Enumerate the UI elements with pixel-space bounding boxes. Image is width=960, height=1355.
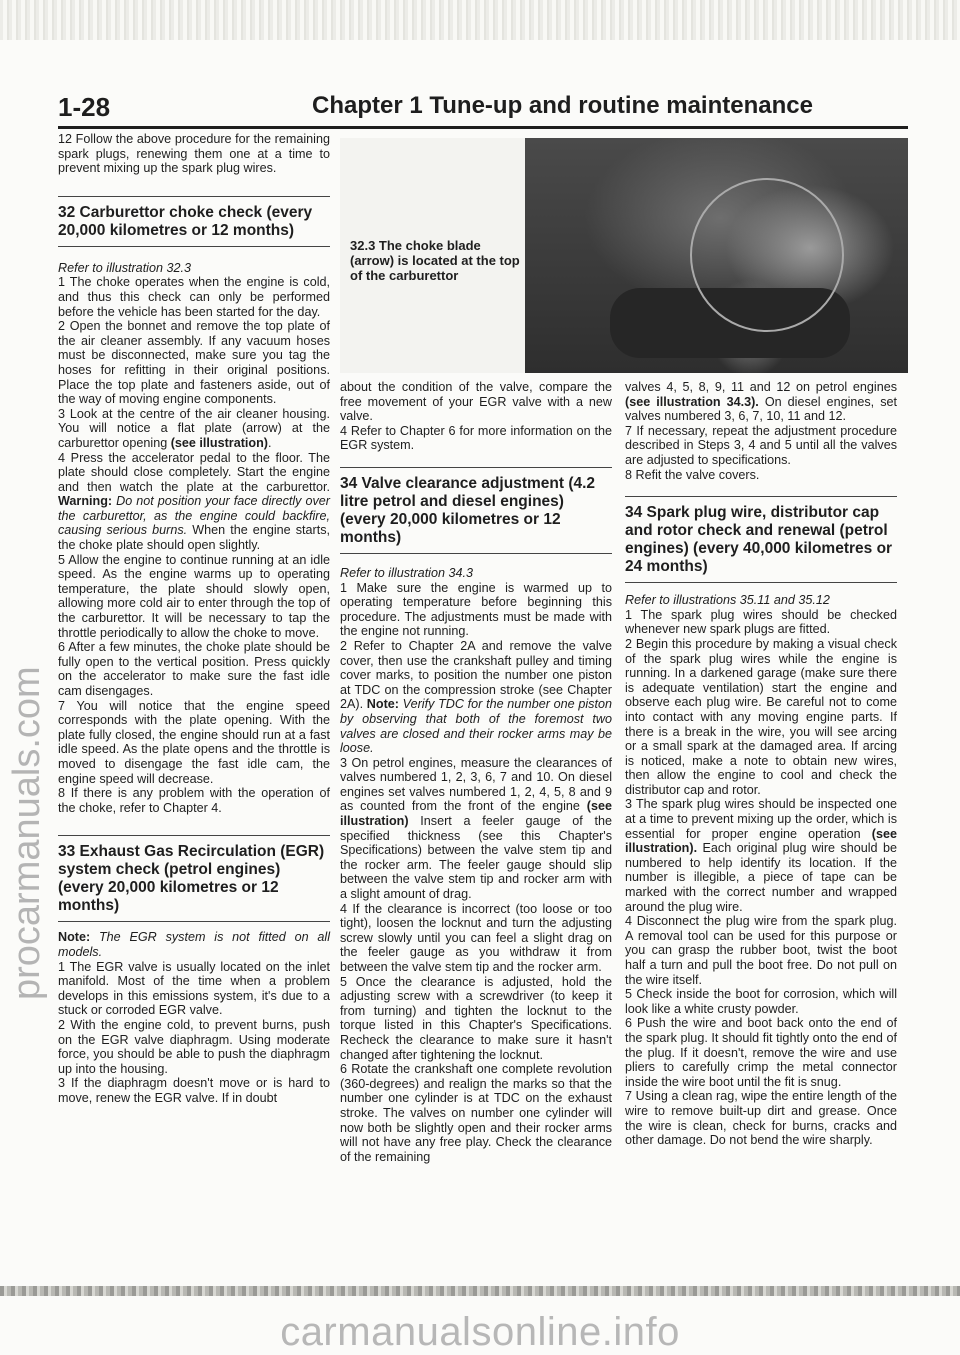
photo-caption: 32.3 The choke blade (arrow) is located at the top of the carburettor: [350, 238, 520, 283]
paragraph: 5 Allow the engine to continue running at an idle speed. As the engine warms up to operating temperature, the plate should slowly open, allowing more cold air to enter through the top of the carburettor. It will be necessary to tap the throttle periodically to allow the choke to move.: [58, 552, 330, 640]
paragraph: [625, 797, 897, 914]
paragraph: [625, 380, 897, 424]
paragraph: 7 You will notice that the engine speed corresponds with the plate opening. With the plate fully closed, the engine should run at a fast idle speed. As the plate opens and the throttle is moved to disengage the fast idle cam, the engine speed will decrease.: [58, 698, 330, 786]
scan-texture-top: [0, 0, 960, 40]
text: Each original plug wire should be numbered to help identify its location. If the number is illegible, a piece of tape can be marked with the correct number and wrapped around the plug wire.: [625, 841, 897, 914]
paragraph: about the condition of the valve, compare the free movement of your EGR valve with a new valve.: [340, 380, 612, 424]
paragraph: 5 Check inside the boot for corrosion, which will look like a white crusty powder.: [625, 987, 897, 1016]
text: 3 Look at the centre of the air cleaner housing. You will notice a flat plate (arrow) at the carburettor opening: [58, 406, 330, 450]
section-rule: [625, 496, 897, 497]
page-number: 1-28: [58, 92, 111, 122]
text: 3 The spark plug wires should be inspected one at a time to prevent mixing up the order, which is essential for proper engine operation: [625, 797, 897, 841]
section-rule: [340, 553, 612, 554]
bold-text: (see illustration): [170, 435, 268, 450]
paragraph: 1 The EGR valve is usually located on the inlet manifold. Most of the time when a problem develops in this emissions system, it's due to a stuck or corroded EGR valve.: [58, 959, 330, 1018]
section-rule: [58, 196, 330, 197]
italic-text: The EGR system is not fitted on all models.: [58, 930, 330, 959]
paragraph: 8 Refit the valve covers.: [625, 467, 760, 482]
paragraph: [340, 756, 612, 902]
italic-text: Verify TDC for the number one piston by observing that both of the foremost two valves are closed and their rocker arms may be loose.: [340, 697, 612, 756]
section-rule: [58, 921, 330, 922]
watermark-text: procarmanuals.com: [6, 666, 48, 1000]
column-3: [625, 380, 897, 1148]
note-label: Note:: [366, 697, 399, 712]
column-2: [340, 380, 612, 1164]
paragraph: [58, 930, 330, 959]
paragraph: 7 If necessary, repeat the adjustment procedure described in Steps 3, 4 and 5 until all the valves are adjusted to specifications.: [625, 423, 897, 467]
paragraph: 5 Once the clearance is adjusted, hold the adjusting screw with a screwdriver (to keep it from turning) and tighten the locknut to the torque listed in this Chapter's Specifications. Recheck the clearance to make sure it hasn't changed after tightening the locknut.: [340, 974, 612, 1062]
text: Insert a feeler gauge of the specified thickness (see this Chapter's Specifications) between the valve stem tip and the rocker arm. The feeler gauge should slip between the valve stem tip and rocker arm with a slight amount of drag.: [340, 814, 612, 902]
paragraph: 7 Using a clean rag, wipe the entire length of the wire to remove built-up dirt and grease. Once the wire is clean, check for burns, cracks and other damage. Do not bend the wire sharply.: [625, 1089, 897, 1148]
carburettor-photo: [340, 138, 908, 373]
paragraph: 2 Open the bonnet and remove the top plate of the air cleaner assembly. If any vacuum hoses must be disconnected, make sure you tag the hoses for refitting in their original positions. Place the top plate and fasteners aside, out of the way of moving engine components.: [58, 319, 330, 407]
paragraph: 2 With the engine cold, to prevent burns, push on the EGR valve diaphragm. Using moderate force, you should be able to push the diaphragm up into the housing.: [58, 1017, 330, 1076]
paragraph: 3 Look at the centre of the air cleaner housing. You will notice a flat plate (arrow) at the carburettor opening (see illustration).: [58, 406, 330, 450]
paragraph: 8 If there is any problem with the operation of the choke, refer to Chapter 4.: [58, 786, 330, 815]
italic-text: Do not position your face directly over the carburettor, as the engine could backfire, causing serious burns.: [58, 494, 330, 538]
section-rule: [58, 246, 330, 247]
section-35-title: 34 Spark plug wire, distributor cap and rotor check and renewal (petrol engines) (every 40,000 kilometres or 24 months): [625, 504, 893, 576]
text: 3 On petrol engines, measure the clearances of valves numbered 1, 2, 3, 6, 7 and 10. On diesel engines set valves numbered 1, 2, 4, 5, 8 and 9 as counted from the front of the engine: [340, 755, 612, 814]
note-label: Note:: [58, 930, 91, 945]
section-rule: [625, 582, 897, 583]
paragraph: [340, 639, 612, 756]
paragraph: 1 The choke operates when the engine is cold, and thus this check can only be performed before the vehicle has been started for the day.: [58, 275, 330, 319]
paragraph: 6 Push the wire and boot back onto the end of the spark plug. It should fit tightly onto the end of the plug. If it doesn't, remove the wire and use pliers to carefully crimp the metal connector inside the wire boot until the fit is snug.: [625, 1016, 897, 1089]
paragraph: 4 Refer to Chapter 6 for more information on the EGR system.: [340, 423, 612, 453]
section-rule: [340, 467, 612, 468]
section-33-title: 33 Exhaust Gas Recirculation (EGR) system check (petrol engines) (every 20,000 kilometres or 12 months): [58, 843, 325, 915]
watermark-bottom: carmanualsonline.info: [280, 1310, 680, 1354]
section-32-title: 32 Carburettor choke check (every 20,000 kilometres or 12 months): [58, 203, 313, 239]
text: On diesel engines, set valves numbered 3, 6, 7, 10, 11 and 12.: [625, 394, 897, 424]
paragraph: 1 The spark plug wires should be checked whenever new spark plugs are fitted.: [625, 607, 897, 637]
bold-text: (see illustration 34.3).: [625, 394, 759, 409]
paragraph: 4 Disconnect the plug wire from the spark plug. A removal tool can be used for this purpose or you can grasp the rubber boot, twist the boot half a turn and pull the boot free. Do not pull on the wire itself.: [625, 914, 897, 987]
section-rule: [58, 835, 330, 836]
chapter-title: Chapter 1 Tune-up and routine maintenance: [312, 92, 813, 119]
text: 2 Refer to Chapter 2A and remove the valve cover, then use the crankshaft pulley and timing cover marks, to position the number one piston at TDC on the compression stroke (see Chapter 2A).: [340, 638, 612, 712]
scan-texture-bottom: [0, 1286, 960, 1296]
section-34-ref: Refer to illustration 34.3: [340, 565, 474, 580]
paragraph: 2 Begin this procedure by making a visual check of the spark plug wires while the engine is running. In a darkened garage (make sure there is adequate ventilation) start the engine and observe each plug wire. Be careful not to come into contact with any moving engine parts. If there is a break in the wire, you will see arcing or a small spark at the damaged area. If arcing is noticed, make a note to obtain new wires, then allow the engine to cool and check the distributor cap and rotor.: [625, 636, 897, 797]
paragraph: 6 Rotate the crankshaft one complete revolution (360-degrees) and realign the marks so that the number one cylinder is at TDC on the exhaust stroke. The valves on number one cylinder will now both be slightly open and their rocker arms will not have any free play. Check the clearance of the remaining: [340, 1062, 612, 1164]
paragraph: 3 If the diaphragm doesn't move or is hard to move, renew the EGR valve. If in doubt: [58, 1076, 330, 1105]
carburettor-ring: [690, 178, 844, 332]
page-header: [58, 92, 908, 129]
paragraph: 12 Follow the above procedure for the remaining spark plugs, renewing them one at a time to prevent mixing up the spark plug wires.: [58, 132, 330, 176]
paragraph: 4 If the clearance is incorrect (too loose or too tight), loosen the locknut and turn the adjusting screw slowly until you can feel a slight drag on the feeler gauge as you withdraw it from between the valve stem tip and the rocker arm.: [340, 901, 612, 974]
section-35-ref: Refer to illustrations 35.11 and 35.12: [625, 593, 830, 608]
bold-text: (see illustration): [340, 799, 612, 829]
paragraph: [58, 451, 330, 553]
paragraph: 6 After a few minutes, the choke plate should be fully open to the vertical position. Press quickly on the accelerator to make sure the fast idle cam disengages.: [58, 640, 330, 698]
section-34-title: 34 Valve clearance adjustment (4.2 litre petrol and diesel engines) (every 20,000 kilometres or 12 months): [340, 474, 596, 546]
text: valves 4, 5, 8, 9, 11 and 12 on petrol engines: [625, 380, 897, 394]
warning-label: Warning:: [58, 494, 113, 509]
bold-text: (see illustration).: [625, 826, 897, 856]
paragraph: 1 Make sure the engine is warmed up to operating temperature before beginning this procedure. The adjustments must be made with the engine not running.: [340, 580, 612, 639]
text: 4 Press the accelerator pedal to the floor. The plate should close completely. Start the engine and then watch the plate at the carburettor.: [58, 450, 330, 494]
section-32-ref: Refer to illustration 32.3: [58, 260, 192, 275]
text: When the engine starts, the choke plate should open slightly.: [58, 523, 330, 553]
